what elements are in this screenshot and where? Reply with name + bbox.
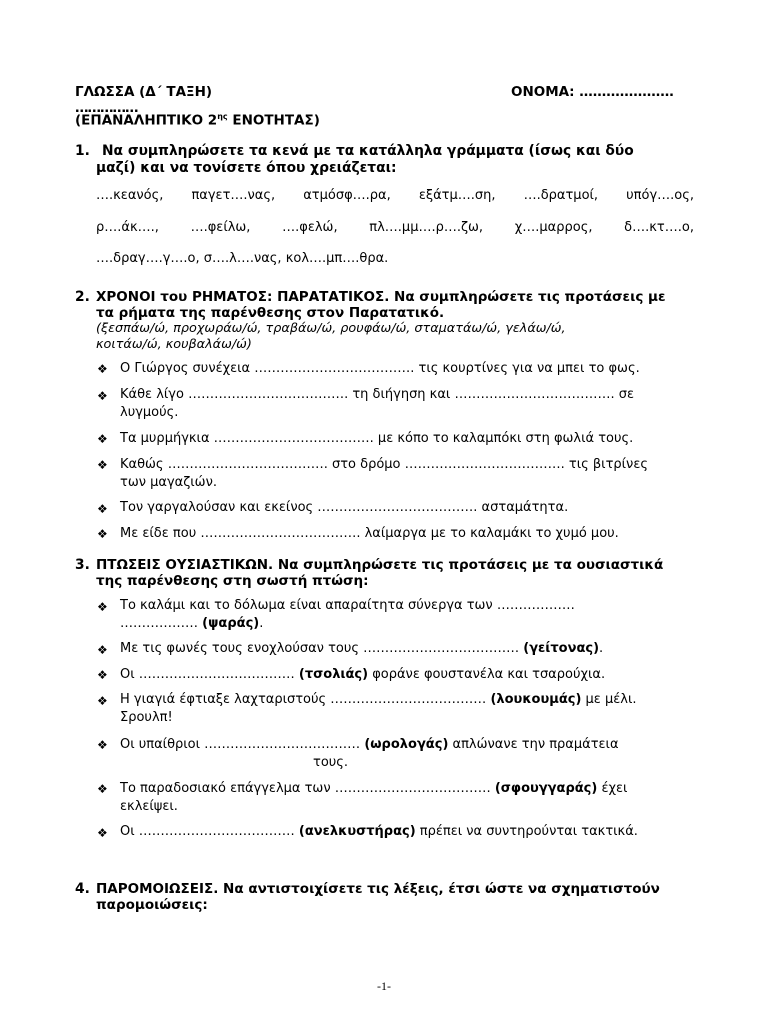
q3-item-1-blank: ……………… [120, 616, 203, 631]
q1-heading-line1: Να συμπληρώσετε τα κενά με τα κατάλληλα γράμματα (ίσως και δύο [102, 143, 634, 159]
q3-item-1-noun: (ψαράς) [202, 616, 260, 631]
diamond-bullet-icon: ❖ [97, 432, 108, 446]
diamond-bullet-icon: ❖ [97, 362, 108, 376]
diamond-bullet-icon: ❖ [97, 694, 108, 708]
review-subtitle-sup: ης [217, 112, 228, 121]
q3-item-1-line1: Το καλάμι και το δόλωμα είναι απαραίτητα σύνεργα των ……………… [120, 598, 575, 613]
q3-item-7-noun: (ανελκυστήρας) [298, 824, 416, 839]
q1-word: πλ….μμ….ρ….ζω, [369, 220, 484, 235]
q3-item-2-post: . [599, 641, 604, 656]
q3-item-6 [120, 780, 627, 816]
q2-item-2 [120, 386, 634, 422]
q3-item-1 [120, 597, 575, 633]
q3-item-7-post: πρέπει να συντηρούνται τακτικά. [415, 824, 638, 839]
q3-number: 3. [75, 557, 90, 573]
q1-word: εξάτμ….ση, [418, 188, 496, 203]
q1-word: παγετ….νας, [191, 188, 276, 203]
q2-item-3: Τα μυρμήγκια ………………………………. με κόπο το καλαμπόκι στη φωλιά τους. [120, 431, 634, 446]
q1-word-row-3: ….δραγ….γ….ο, σ….λ….νας, κολ….μπ….θρα. [96, 251, 389, 266]
q3-item-1-post: . [259, 616, 264, 631]
q2-item-5: Τον γαργαλούσαν και εκείνος ………………………………. ασταμάτητα. [120, 500, 569, 515]
q3-item-5-pre: Οι υπαίθριοι ……………………………… [120, 737, 365, 752]
q3-item-1-line2 [120, 615, 575, 633]
q1-word: ρ….άκ…., [96, 220, 159, 235]
q1-word: ….φείλω, [190, 220, 251, 235]
q2-heading-line2: τα ρήματα της παρένθεσης στον Παρατατικό. [96, 305, 445, 321]
q3-heading-line1: ΠΤΩΣΕΙΣ ΟΥΣΙΑΣΤΙΚΩΝ. Να συμπληρώσετε τις προτάσεις με τα ουσιαστικά [96, 557, 664, 573]
q3-item-5-line1 [120, 736, 619, 754]
q3-item-4-post: με μέλι. [581, 692, 637, 707]
name-field: ΟΝΟΜΑ: ………………… [511, 84, 674, 100]
q1-heading-line2: μαζί) και να τονίσετε όπου χρειάζεται: [96, 160, 397, 176]
q1-word-row-1 [96, 188, 694, 203]
q2-heading-line1: ΧΡΟΝΟΙ του ΡΗΜΑΤΟΣ: ΠΑΡΑΤΑΤΙΚΟΣ. Να συμπληρώσετε τις προτάσεις με [96, 289, 666, 305]
q3-item-3 [120, 666, 605, 684]
diamond-bullet-icon: ❖ [97, 458, 108, 472]
diamond-bullet-icon: ❖ [97, 527, 108, 541]
q3-item-5-post: απλώνανε την πραμάτεια [448, 737, 619, 752]
diamond-bullet-icon: ❖ [97, 643, 108, 657]
q3-item-6-line2: εκλείψει. [120, 799, 178, 814]
subject-title: ΓΛΩΣΣΑ (Δ΄ ΤΑΞΗ) [75, 84, 213, 100]
q2-item-4 [120, 456, 648, 492]
diamond-bullet-icon: ❖ [97, 668, 108, 682]
q1-word: ατμόσφ….ρα, [303, 188, 391, 203]
q3-item-4-pre: Η γιαγιά έφτιαξε λαχταριστούς ……………………………… [120, 692, 491, 707]
page-number: -1- [377, 979, 391, 993]
q2-item-4-line1: Καθώς ………………………………. στο δρόμο ………………………………. τις βιτρίνες [120, 457, 648, 472]
q2-item-2-line2: λυγμούς. [120, 405, 179, 420]
q1-word: χ….μαρρος, [514, 220, 593, 235]
q3-item-6-post: έχει [597, 781, 628, 796]
q2-item-2-line1: Κάθε λίγο ………………………………. τη διήγηση και ………………………………. σε [120, 387, 634, 402]
q3-item-6-noun: (σφουγγαράς) [494, 781, 598, 796]
q3-item-7-pre: Οι ……………………………… [120, 824, 299, 839]
q3-item-6-pre: Το παραδοσιακό επάγγελμα των ……………………………… [120, 781, 495, 796]
diamond-bullet-icon: ❖ [97, 389, 108, 403]
q3-item-5-noun: (ωρολογάς) [364, 737, 449, 752]
q3-item-3-noun: (τσολιάς) [298, 667, 369, 682]
q1-heading [102, 143, 702, 160]
q2-hint-line1: (ξεσπάω/ώ, προχωράω/ώ, τραβάω/ώ, ρουφάω/ώ, σταματάω/ώ, γελάω/ώ, [96, 321, 566, 336]
q1-word: ….κεανός, [96, 188, 164, 203]
q3-heading-line2: της παρένθεσης στη σωστή πτώση: [96, 573, 369, 589]
q3-item-4-line2: Σρουλπ! [120, 710, 173, 725]
review-subtitle-post: ΕΝΟΤΗΤΑΣ) [227, 112, 320, 129]
q3-item-4-line1 [120, 691, 637, 709]
q2-hint-line2: κοιτάω/ώ, κουβαλάω/ώ) [96, 337, 252, 352]
q3-item-3-post: φοράνε φουστανέλα και τσαρούχια. [368, 667, 606, 682]
q1-word: δ….κτ….ο, [624, 220, 694, 235]
q3-item-4 [120, 691, 637, 727]
q2-item-4-line2: των μαγαζιών. [120, 475, 217, 490]
diamond-bullet-icon: ❖ [97, 600, 108, 614]
q4-heading-line2: παρομοιώσεις: [96, 897, 208, 913]
q1-word: ….δρατμοί, [523, 188, 599, 203]
q2-number: 2. [75, 289, 90, 305]
q4-number: 4. [75, 881, 90, 897]
q3-item-6-line1 [120, 780, 627, 798]
q1-word: ….φελώ, [282, 220, 338, 235]
diamond-bullet-icon: ❖ [97, 782, 108, 796]
diamond-bullet-icon: ❖ [97, 738, 108, 752]
q3-item-4-noun: (λουκουμάς) [490, 692, 582, 707]
review-subtitle [75, 112, 320, 129]
q3-item-5 [120, 736, 619, 772]
q3-item-3-pre: Οι ……………………………… [120, 667, 299, 682]
q3-item-2 [120, 640, 603, 658]
q3-item-7 [120, 823, 638, 841]
q1-word: υπόγ….ος, [626, 188, 694, 203]
diamond-bullet-icon: ❖ [97, 502, 108, 516]
review-subtitle-pre: (ΕΠΑΝΑΛΗΠΤΙΚΟ 2 [75, 112, 218, 129]
q3-item-5-line2: τους. [313, 755, 349, 770]
q2-item-1: Ο Γιώργος συνέχεια ………………………………. τις κουρτίνες για να μπει το φως. [120, 361, 640, 376]
q3-item-2-noun: (γείτονας) [523, 641, 600, 656]
q2-item-6: Με είδε που ………………………………. λαίμαργα με το καλαμάκι το χυμό μου. [120, 526, 619, 541]
q1-number: 1. [75, 143, 90, 159]
q4-heading-line1: ΠΑΡΟΜΟΙΩΣΕΙΣ. Να αντιστοιχίσετε τις λέξεις, έτσι ώστε να σχηματιστούν [96, 881, 660, 897]
q1-word-row-2 [96, 220, 694, 235]
name-field-continuation: …………… [75, 100, 138, 116]
diamond-bullet-icon: ❖ [97, 826, 108, 840]
q3-item-2-pre: Με τις φωνές τους ενοχλούσαν τους ……………………………… [120, 641, 524, 656]
